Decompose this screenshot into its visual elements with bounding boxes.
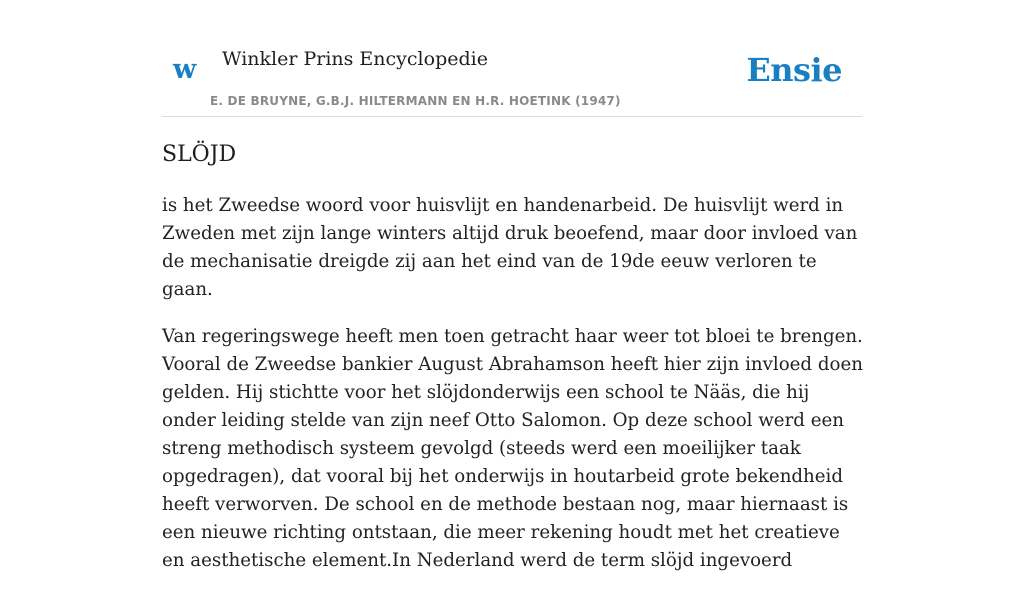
source-header [162,0,862,117]
article-page [162,0,863,571]
entry-title: SLÖJD [162,142,237,167]
entry-paragraph: Van regeringswege heeft men toen getracht haar weer tot bloei te brengen. Vooral de Zweedse bankier August Abrahamson heeft hier zijn invloed doen gelden. Hij stichtte voor het slöjdonderwijs een school te Nääs, die hij onder leiding stelde van zijn neef Otto Salomon. Op deze school werd een streng methodisch systeem gevolgd (steeds werd een moeilijker taak opgedragen), dat vooral bij het onderwijs in houtarbeid grote bekendheid heeft verworven. De school en de methode bestaan nog, maar hiernaast is een nieuwe richting ontstaan, die meer rekening houdt met het creatieve en aesthetische element.In Nederland werd de term slöjd ingevoerd [162,326,863,571]
ensie-logo[interactable]: Ensie [746,51,842,89]
source-authors: E. DE BRUYNE, G.B.J. HILTERMANN EN H.R. HOETINK (1947) [210,94,621,108]
source-title[interactable]: Winkler Prins Encyclopedie [222,48,488,70]
entry-body [162,192,867,594]
entry-paragraph: is het Zweedse woord voor huisvlijt en handenarbeid. De huisvlijt werd in Zweden met zijn lange winters altijd druk beoefend, maar door invloed van de mechanisatie dreigde zij aan het eind van de 19de eeuw verloren te gaan. [162,195,858,300]
source-logo[interactable]: w [173,54,197,85]
